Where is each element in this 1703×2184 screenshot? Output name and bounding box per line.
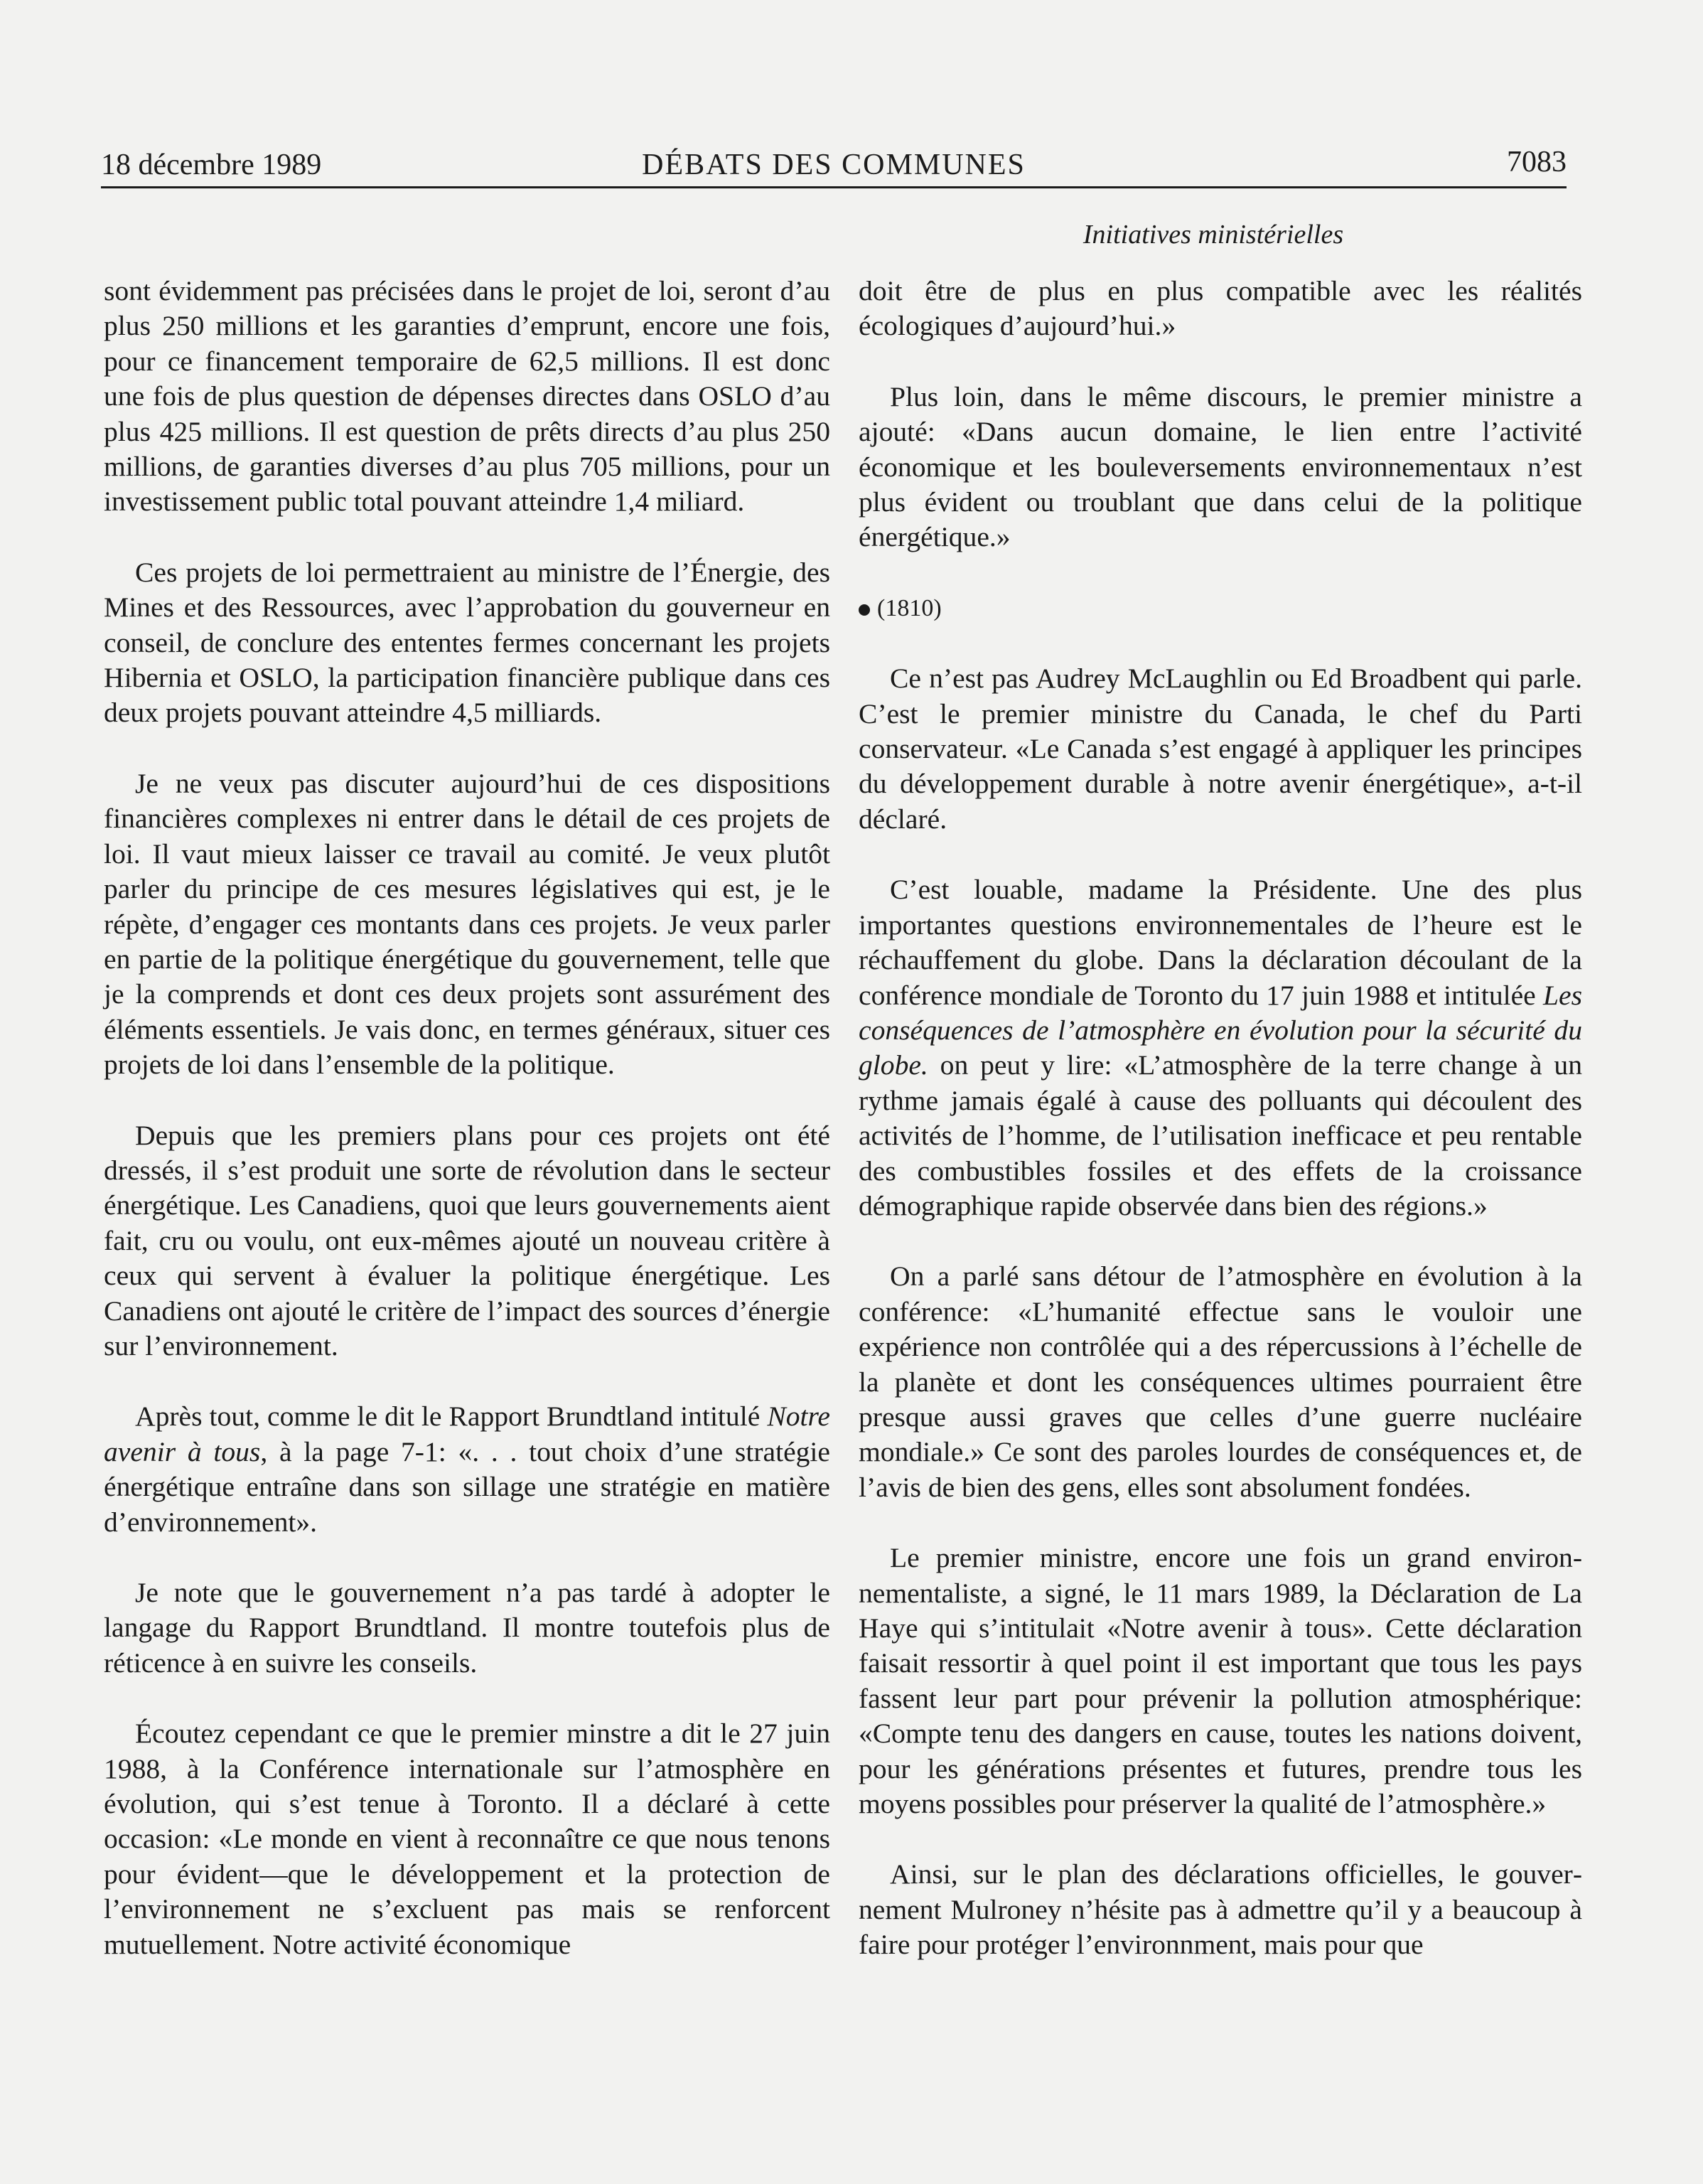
header-page-number: 7083: [1507, 146, 1567, 178]
right-column: [859, 274, 1582, 1963]
declaration-title-italic: Les conséquences de l’atmosphère en évolution pour la sécurité du globe.: [859, 979, 1582, 1081]
left-paragraph-3: Je ne veux pas discuter aujourd’hui de ces dispositions financières complexes ni entrer dans le détail de ces projets de loi. Il vaut mieux laisser ce travail au comité. Je veux plutôt parler du principe de ces mesures législatives qui est, je le répète, d’engager ces montants dans ces projets. Je veux parler en partie de la politique énergétique du gouvernement, telle que je la comprends et dont ces deux projets sont assurément des éléments essentiels. Je vais donc, en termes généraux, situer ces projets de loi dans l’ensemble de la politique.: [104, 767, 830, 1081]
bullet-icon: [859, 604, 870, 616]
left-paragraph-5: [104, 1399, 830, 1540]
right-paragraph-4: [859, 872, 1582, 1224]
left-paragraph-2: Ces projets de loi permettraient au ministre de l’Énergie, des Mines et des Ressources, avec l’approbation du gouverneur en conseil, de conclure des ententes fermes concernant les projets Hibernia et OSLO, la participation financière publique dans ces deux projets pouvant atteindre 4,5 milliards.: [104, 556, 830, 729]
left-paragraph-4: Depuis que les premiers plans pour ces projets ont été dressés, il s’est produit une sorte de révolution dans le secteur énergétique. Les Canadiens, quoi que leurs gouvernements aient fait, cru ou voulu, ont eux-mêmes ajouté un nouveau critère à ceux qui servent à évaluer la politique énergétique. Les Canadiens ont ajouté le critère de l’impact des sources d’énergie sur l’environnement.: [104, 1119, 830, 1361]
right-paragraph-4-text-b: on peut y lire: «L’atmosphère de la terre change à un rythme jamais égalé à cause des polluants qui découlent des activités de l’homme, de l’utilisation inefficace et peu rentable des combustibles fossiles et des effets de la croissance démographique rapide observée dans bien des régions.»: [859, 1049, 1582, 1221]
left-paragraph-5-text-a: Après tout, comme le dit le Rapport Brundtland intitulé: [135, 1401, 768, 1433]
header-journal-title: DÉBATS DES COMMUNES: [642, 149, 1026, 181]
left-paragraph-6: Je note que le gouvernement n’a pas tardé à adopter le langage du Rapport Brundtland. Il montre toutefois plus de réticence à en suivre les conseils.: [104, 1577, 830, 1679]
page-header: [101, 142, 1567, 188]
report-title-italic: Notre avenir à tous: [104, 1401, 830, 1467]
left-paragraph-7: Écoutez cependant ce que le premier minstre a dit le 27 juin 1988, à la Conférence internationale sur l’atmosphère en évolution, qui s’est tenue à Toronto. Il a déclaré à cette occasion: «Le monde en vient à reconnaître ce que nous tenons pour évident—que le développement et la protection de l’environnement ne s’excluent pas mais se renforcent mutuellement. Notre activité économique: [104, 1718, 830, 1960]
right-paragraph-5: On a parlé sans détour de l’atmosphère en évolution à la conférence: «L’humanité effectue sans le vouloir une expérience non contrôlée qui a des répercussions à l’échelle de la planète et dont les conséquences ultimes pourraient être presque aussi graves que celles d’une guerre nucléaire mondiale.» Ce sont des paroles lourdes de conséquences et, de l’avis de bien des gens, elles sont absolument fondées.: [859, 1260, 1582, 1503]
left-paragraph-5-text-b: , à la page 7-1: «. . . tout choix d’une stratégie énergétique entraîne dans son sillage une stratégie en matière d’environnement».: [104, 1435, 830, 1538]
right-paragraph-6: Le premier ministre, encore une fois un grand environnementaliste, a signé, le 11 mars 1989, la Déclaration de La Haye qui s’intitulait «Notre avenir à tous». Cette déclaration faisait ressortir à quel point il est important que tous les pays fassent leur part pour prévenir la pollution atmosphérique: «Compte tenu des dangers en cause, toutes les nations doivent, pour les générations présentes et futures, prendre tous les moyens possibles pour préserver la qualité de l’atmosphère.»: [859, 1542, 1582, 1820]
time-marker-text: (1810): [877, 594, 942, 621]
left-column: [104, 274, 830, 1962]
right-paragraph-3: Ce n’est pas Audrey McLaughlin ou Ed Broadbent qui parle. C’est le premier ministre du Canada, le chef du Parti conservateur. «Le Canada s’est engagé à appliquer les principes du développement durable à notre avenir énergétique», a-t-il déclaré.: [859, 663, 1582, 835]
right-paragraph-7: Ainsi, sur le plan des déclarations officielles, le gouvernement Mulroney n’hésite pas à admettre qu’il y a beaucoup à faire pour protéger l’environnment, mais pour que: [859, 1858, 1582, 1961]
running-head: Initiatives ministérielles: [1082, 220, 1344, 250]
time-marker: [859, 591, 1582, 626]
header-date: 18 décembre 1989: [101, 149, 322, 181]
right-paragraph-4-text-a: C’est louable, madame la Présidente. Une des plus importantes questions environnementales de l’heure est le réchauffement du globe. Dans la déclaration découlant de la conférence mondiale de Toronto du 17 juin 1988 et intitulée: [859, 874, 1582, 1011]
left-paragraph-1: sont évidemment pas précisées dans le projet de loi, seront d’au plus 250 millions et les garanties d’emprunt, encore une fois, pour ce financement temporaire de 62,5 millions. Il est donc une fois de plus question de dépenses directes dans OSLO d’au plus 425 millions. Il est question de prêts directs d’au plus 250 millions, de garanties diverses d’au plus 705 millions, pour un investissement public total pouvant atteindre 1,4 miliard.: [104, 275, 830, 518]
right-paragraph-2: Plus loin, dans le même discours, le premier ministre a ajouté: «Dans aucun domaine, le lien entre l’activité économique et les bouleversements environnementaux n’est plus évident ou troublant que dans celui de la politique énergétique.»: [859, 380, 1582, 553]
right-paragraph-1: doit être de plus en plus compatible avec les réalités écologiques d’aujourd’hui.»: [859, 275, 1582, 342]
